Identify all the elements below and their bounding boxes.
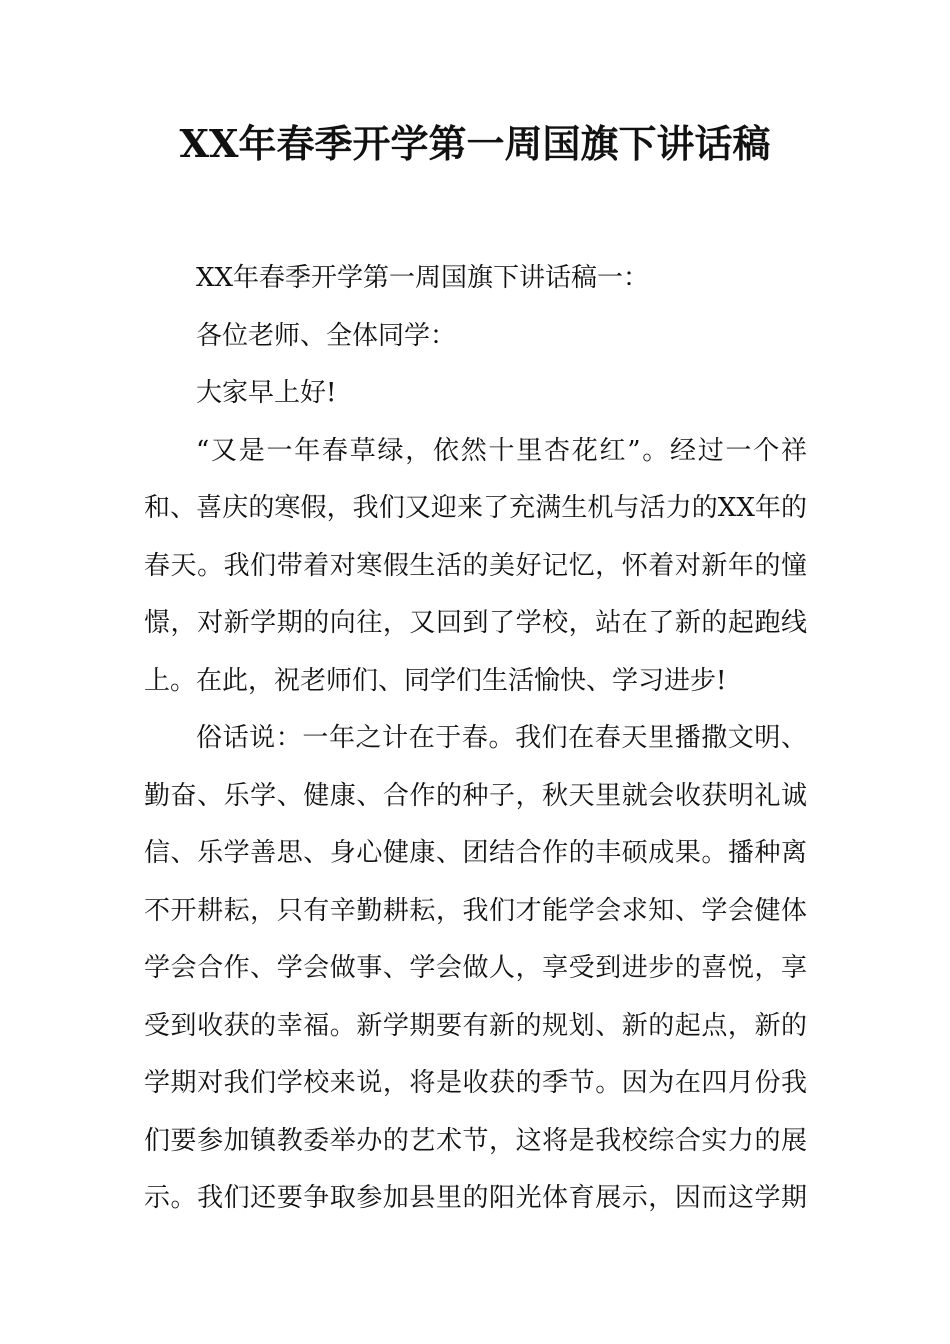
- greeting-line: 大家早上好!: [196, 378, 337, 408]
- salutation-line: 各位老师、全体同学：: [196, 320, 457, 351]
- paragraph-line: 勤奋、乐学、健康、合作的种子，秋天里就会收获明礼诚: [144, 780, 807, 811]
- paragraph-line: 和、喜庆的寒假，我们又迎来了充满生机与活力的XX年的: [144, 493, 807, 523]
- paragraph-line: 学会合作、学会做事、学会做人，享受到进步的喜悦，享: [144, 953, 807, 983]
- paragraph-line: 俗话说：一年之计在于春。我们在春天里播撒文明、: [196, 723, 807, 753]
- paragraph-line: 学期对我们学校来说，将是收获的季节。因为在四月份我: [144, 1068, 807, 1098]
- paragraph-line: 信、乐学善思、身心健康、团结合作的丰硕成果。播种离: [144, 838, 807, 868]
- paragraph-line: 春天。我们带着对寒假生活的美好记忆，怀着对新年的憧: [144, 550, 807, 581]
- document-title: XX年春季开学第一周国旗下讲话稿: [179, 121, 771, 166]
- paragraph-line: 不开耕耘，只有辛勤耕耘，我们才能学会求知、学会健体: [144, 895, 807, 926]
- paragraph-line: 憬，对新学期的向往，又回到了学校，站在了新的起跑线: [144, 608, 807, 638]
- paragraph-line: 们要参加镇教委举办的艺术节，这将是我校综合实力的展: [144, 1125, 807, 1156]
- paragraph-line: 受到收获的幸福。新学期要有新的规划、新的起点，新的: [144, 1010, 807, 1041]
- document-body: [144, 250, 807, 1228]
- paragraph-line: “又是一年春草绿，依然十里杏花红”。经过一个祥: [196, 435, 807, 466]
- paragraph-line: 上。在此，祝老师们、同学们生活愉快、学习进步!: [144, 665, 727, 696]
- paragraph-line: 示。我们还要争取参加县里的阳光体育展示，因而这学期: [144, 1183, 807, 1213]
- paragraph-heading-line: XX年春季开学第一周国旗下讲话稿一：: [196, 263, 650, 293]
